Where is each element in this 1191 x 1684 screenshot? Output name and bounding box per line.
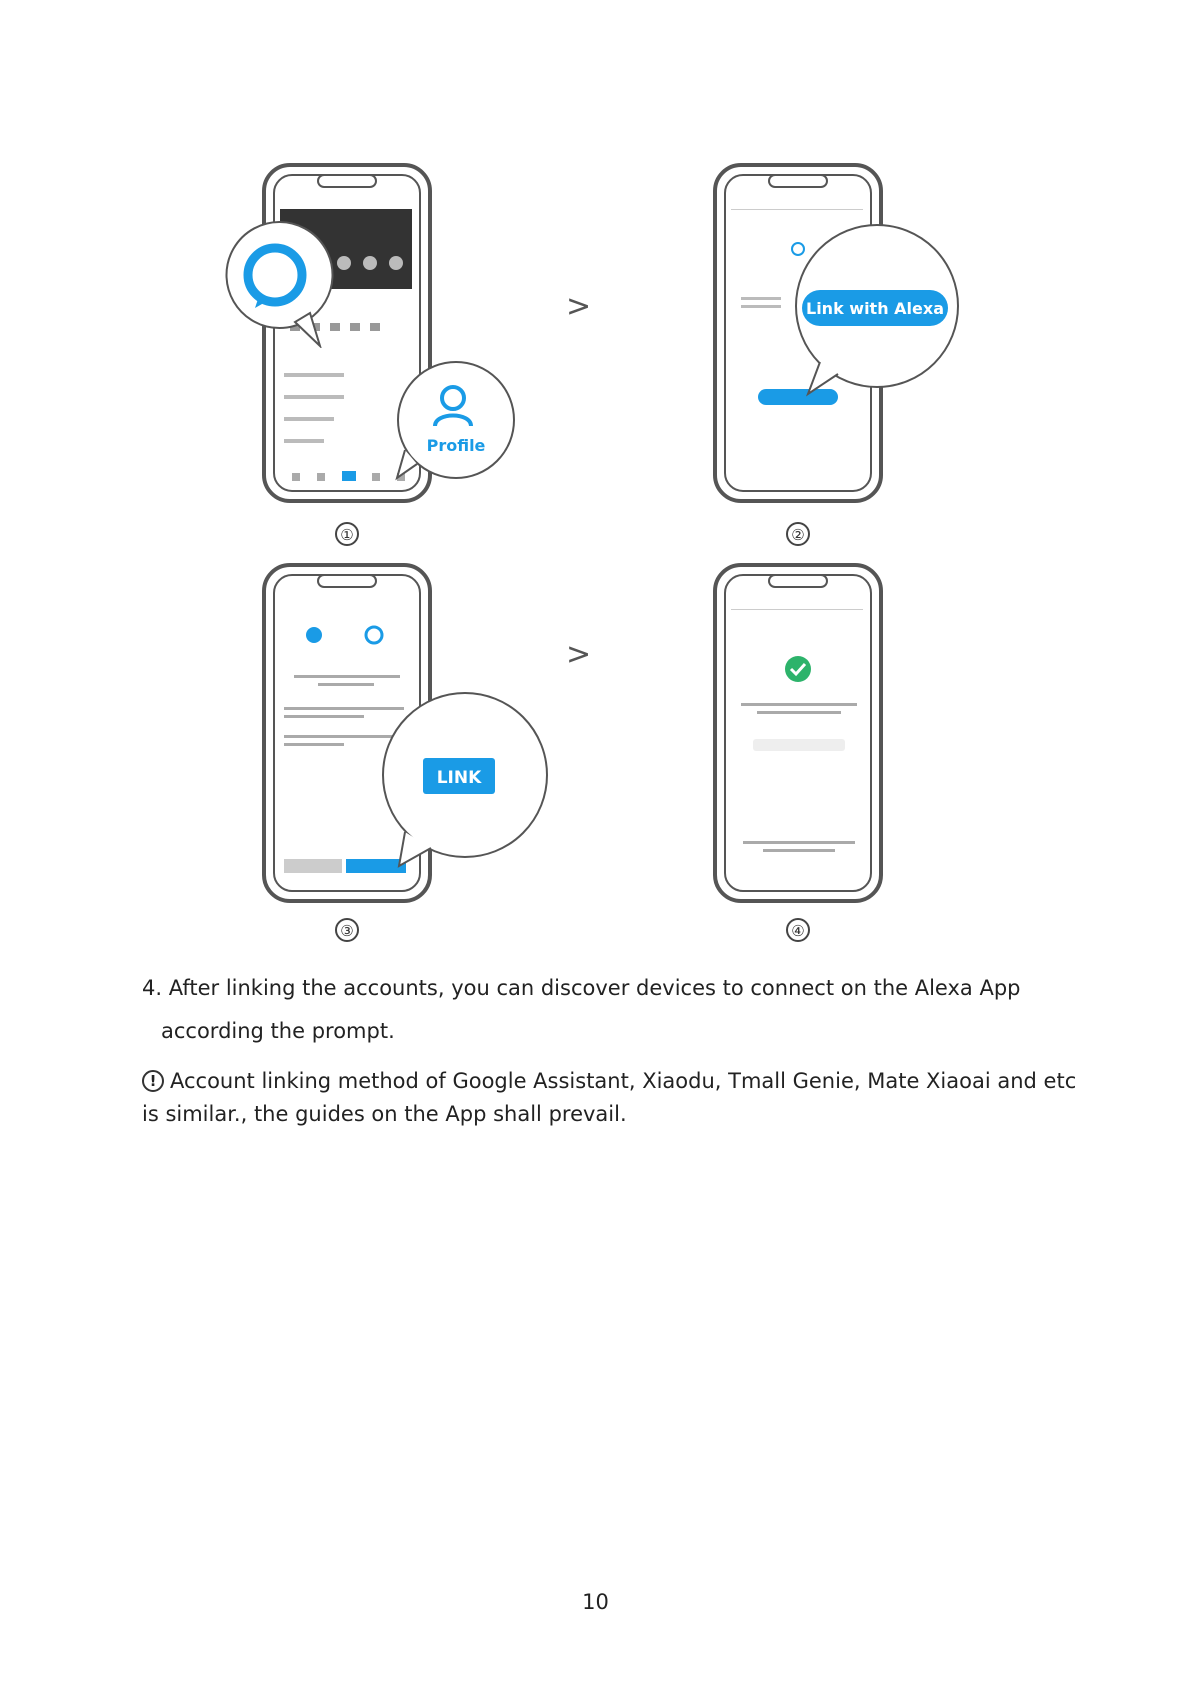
note-line-2: is similar., the guides on the App shall prevail.: [142, 1102, 627, 1126]
link-label: LINK: [436, 768, 482, 788]
instruction-line-2: according the prompt.: [161, 1019, 395, 1043]
page-number: 10: [582, 1590, 609, 1614]
note: [142, 1068, 1076, 1095]
step-number-2: ②: [786, 522, 810, 546]
next-arrow-1: >: [566, 289, 592, 324]
link-with-alexa-bubble: [790, 222, 960, 400]
link-bubble: [375, 690, 550, 870]
profile-bubble: [395, 360, 515, 484]
step-number-3: ③: [335, 918, 359, 942]
step-number-4: ④: [786, 918, 810, 942]
check-circle-icon: [785, 656, 811, 682]
info-exclamation-icon: !: [142, 1070, 164, 1092]
step-number-1: ①: [335, 522, 359, 546]
instruction-line-1: 4. After linking the accounts, you can discover devices to connect on the Alexa App: [142, 976, 1021, 1000]
link-with-alexa-label: Link with Alexa: [806, 299, 944, 318]
profile-label: Profile: [426, 436, 486, 455]
phone-step-4: [713, 563, 883, 903]
alexa-bubble: [225, 218, 335, 348]
next-arrow-2: >: [566, 637, 592, 672]
note-line-1: Account linking method of Google Assistant, Xiaodu, Tmall Genie, Mate Xiaoai and etc: [170, 1069, 1077, 1093]
